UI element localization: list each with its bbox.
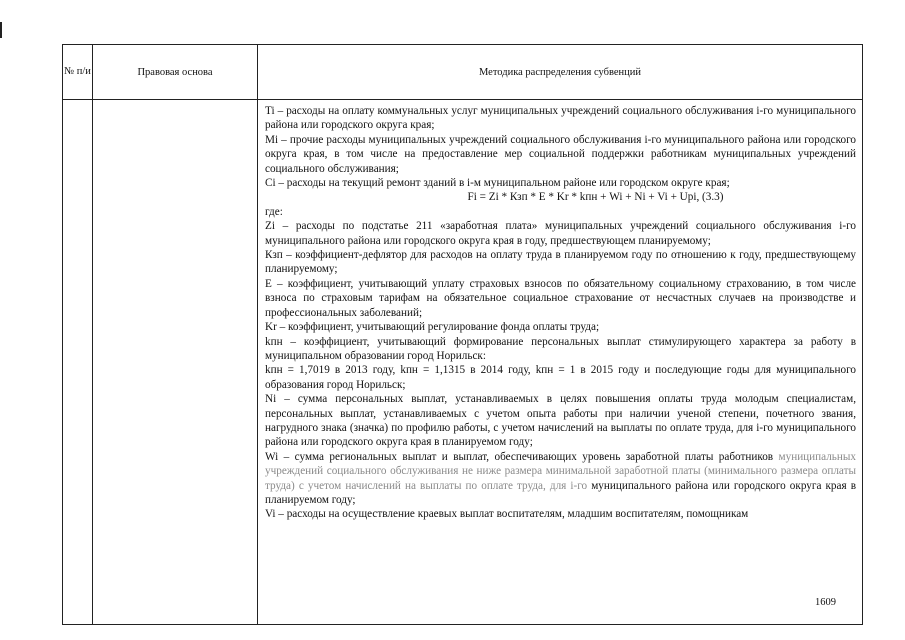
formula-3-3: Fi = Zi * Кзп * E * Kr * kпн + Wi + Ni + Vi + Upi, (3.3) xyxy=(467,191,724,204)
header-number: № п/и xyxy=(63,45,93,100)
paragraph: Ci – расходы на текущий ремонт зданий в i-м муниципальном районе или городском округе края; xyxy=(265,177,730,190)
page-number: 1609 xyxy=(815,597,836,608)
methodology-text xyxy=(258,100,862,522)
definition: E – коэффициент, учитывающий уплату страховых взносов по обязательному социальному страхованию, в том числе взноса по страховым тарифам на обязательное социальное страхование от несчастных случаев на производстве и профессиональных заболеваний; xyxy=(265,277,856,319)
definition: Ni – сумма персональных выплат, устанавливаемых в целях повышения оплаты труда молодым специалистам, персональных выплат, устанавливаемых с учетом опыта работы при наличии ученой степени, почетного звания, нагрудного знака (значка) по профилю работы, с учетом начислений на выплаты по оплате труда, для i-го муниципального района или городского округа края в планируемом году; xyxy=(265,393,856,449)
header-methodology: Методика распределения субвенций xyxy=(258,45,863,100)
subvention-table xyxy=(62,44,863,625)
table-header-row xyxy=(63,45,863,100)
header-legal-basis: Правовая основа xyxy=(93,45,258,100)
row-legal-basis-cell xyxy=(93,100,258,625)
definition: kпн – коэффициент, учитывающий формирование персональных выплат стимулирующего характера за работу в муниципальном образовании город Норильск: xyxy=(265,335,856,362)
wi-end: муниципального района или городского округа края в планируемом году; xyxy=(265,479,856,506)
scan-edge-mark xyxy=(0,22,2,38)
definition: kпн = 1,7019 в 2013 году, kпн = 1,1315 в 2014 году, kпн = 1 в 2015 году и последующие годы для муниципального образования город Норильск; xyxy=(265,364,856,391)
paragraph: Mi – прочие расходы муниципальных учреждений социального обслуживания i-го муниципального района или городского округа края, в том числе на предоставление мер социальной поддержки работникам муниципальных учреждений социального обслуживания; xyxy=(265,133,856,175)
wi-faded-text: муниципальных учреждений социального обслуживания не ниже размера минимальной заработной платы (минимального размера оплаты труда) с учетом начислений на выплаты по оплате труда, для i-го xyxy=(265,450,856,492)
definition: Кзп – коэффициент-дефлятор для расходов на оплату труда в планируемом году по отношению к году, предшествующему планируемому; xyxy=(265,249,856,276)
table-row xyxy=(63,100,863,625)
methodology-cell xyxy=(258,100,863,625)
paragraph: Ti – расходы на оплату коммунальных услуг муниципальных учреждений социального обслуживания i-го муниципального района или городского округа края; xyxy=(265,105,856,132)
definition-vi: Vi – расходы на осуществление краевых выплат воспитателям, младшим воспитателям, помощникам xyxy=(265,508,749,521)
where-label: где: xyxy=(265,205,283,218)
wi-line: Wi – сумма региональных выплат и выплат, обеспечивающих уровень заработной платы работников xyxy=(265,450,774,463)
definition-wi xyxy=(265,450,856,508)
definition: Kr – коэффициент, учитывающий регулирование фонда оплаты труда; xyxy=(265,321,600,334)
definition: Zi – расходы по подстатье 211 «заработная плата» муниципальных учреждений социального обслуживания i-го муниципального района или городского округа края в году, предшествующем планируемому; xyxy=(265,220,856,247)
row-number-cell xyxy=(63,100,93,625)
